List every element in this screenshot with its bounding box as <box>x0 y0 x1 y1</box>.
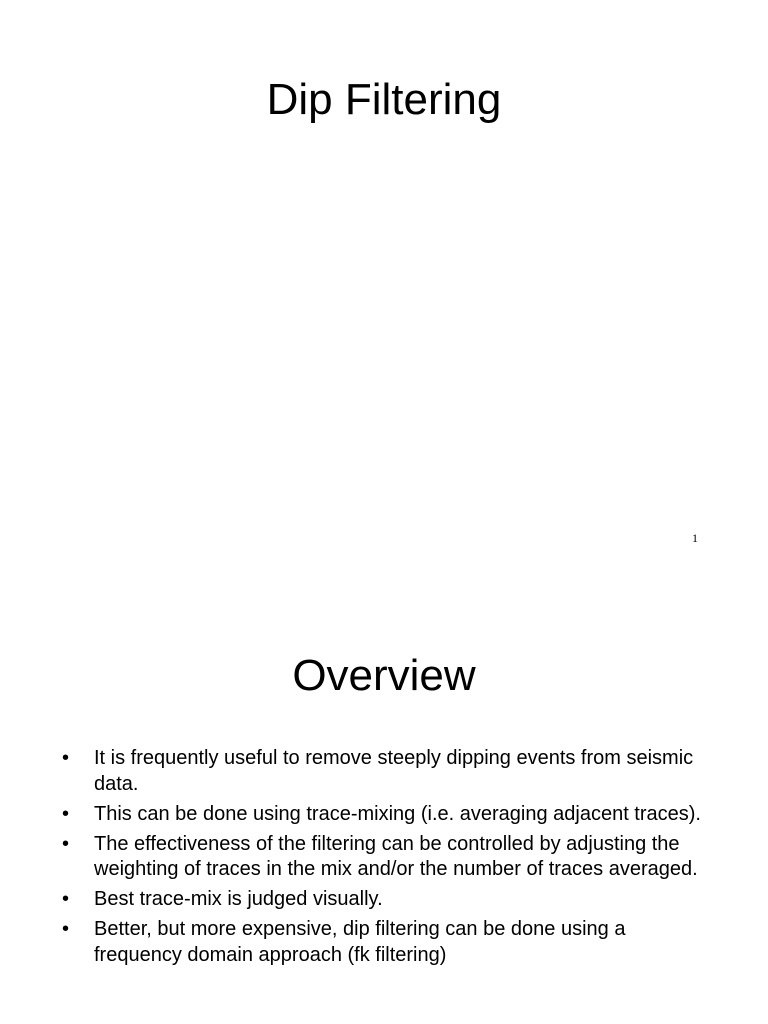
bullet-marker: • <box>62 832 70 855</box>
slide-title: Dip Filtering <box>266 75 502 124</box>
bullet-list <box>62 746 702 973</box>
bullet-marker: • <box>62 802 70 825</box>
slide-2 <box>0 580 768 1024</box>
bullet-item <box>62 832 702 883</box>
bullet-marker: • <box>62 888 70 910</box>
bullet-marker: • <box>62 747 70 769</box>
bullet-text: This can be done using trace-mixing (i.e. averaging adjacent traces). <box>94 802 701 825</box>
bullet-text: It is frequently useful to remove steeply dipping events from seismic data. <box>94 747 694 795</box>
bullet-item <box>62 746 702 797</box>
bullet-item <box>62 917 702 968</box>
slide-title: Overview <box>292 651 476 700</box>
bullet-text: The effectiveness of the filtering can be controlled by adjusting the weighting of traces in the mix and/or the number of traces averaged. <box>94 832 698 880</box>
bullet-marker: • <box>62 918 70 940</box>
page-number: 1 <box>692 531 698 545</box>
bullet-item <box>62 887 702 913</box>
bullet-item <box>62 802 702 828</box>
bullet-text: Better, but more expensive, dip filtering can be done using a frequency domain approach (fk filtering) <box>94 918 626 966</box>
bullet-text: Best trace-mix is judged visually. <box>94 888 383 910</box>
